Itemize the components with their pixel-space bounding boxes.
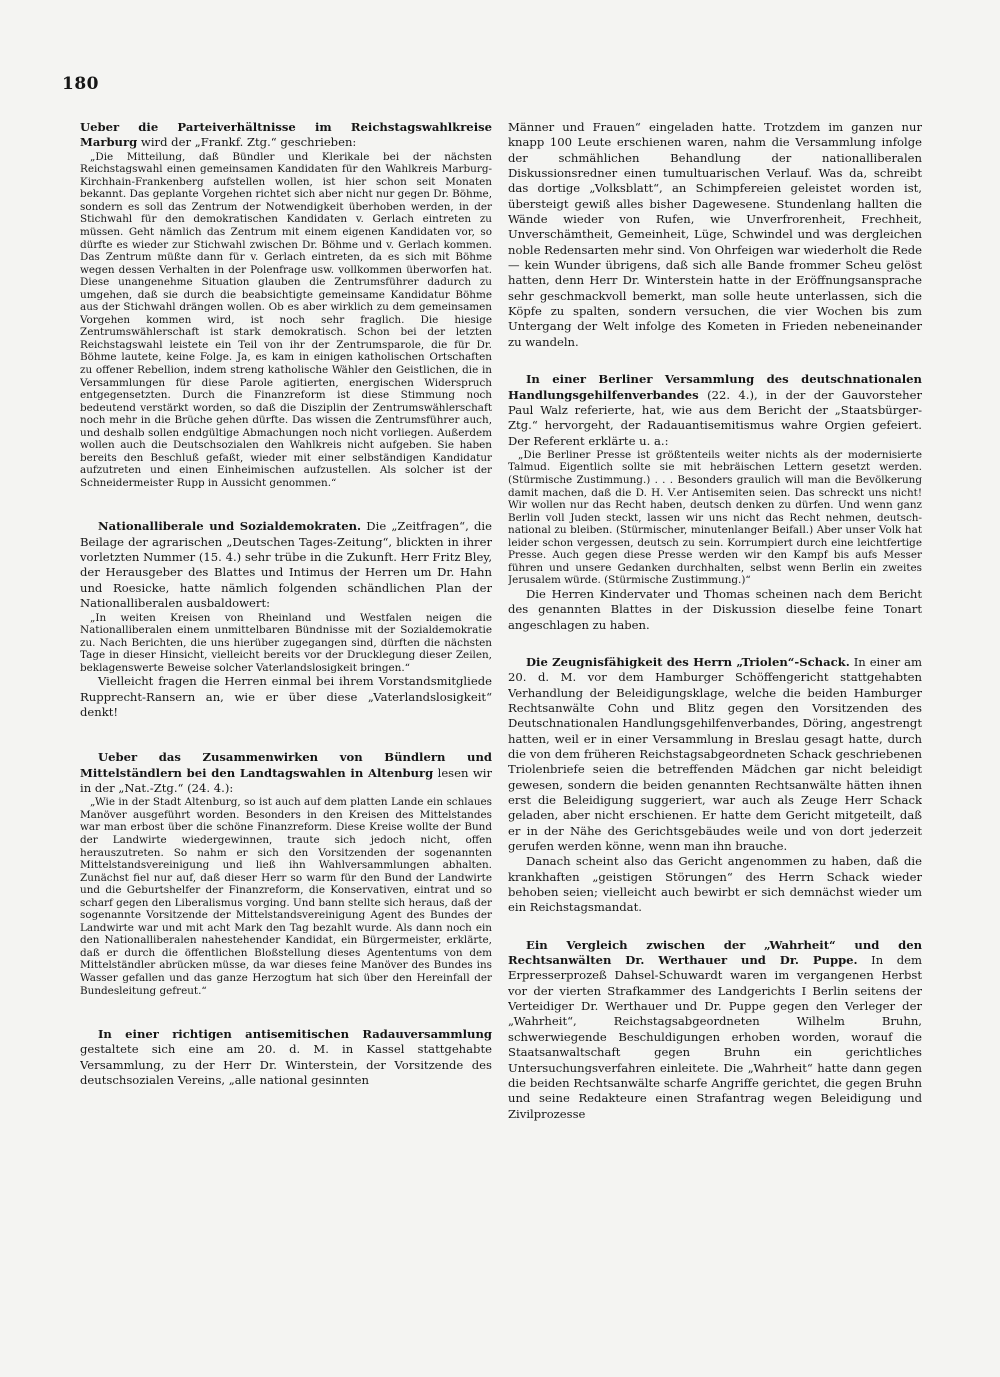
article-radauversammlung — [80, 1027, 492, 1088]
article-zusammenwirken — [80, 750, 492, 796]
article-heading: In einer richtigen antisemitischen Radauversammlung — [98, 1027, 492, 1042]
article-heading: Ueber das Zusammenwirken von Bündlern und Mittelständlern bei den Landtagswahlen in Altenburg — [80, 750, 492, 780]
article-heading: Ein Vergleich zwischen der „Wahrheit“ und den Rechtsanwälten Dr. Werthauer und Dr. Puppe. — [508, 937, 922, 968]
section-gap — [80, 489, 492, 519]
section-gap — [508, 633, 922, 655]
article-quote: „Die Mitteilung, daß Bündler und Klerikale bei der nächsten Reichstagswahl einen gemeinsamen Kandidaten für den Wahlkreis Marburg-Kirchhain-Frankenberg aufstellen wollen, ist hier schon seit Monaten bekannt. Das geplante Vorgehen richtet sich aber nicht nur gegen Dr. Böhme, sondern es soll das Zentrum der Notwendigkeit überhoben werden, in der Stichwahl für den demokratischen Kandidaten v. Gerlach eintreten zu müssen. Geht nämlich das Zentrum mit einem eigenen Kandidaten vor, so dürfte es wieder zur Stichwahl zwischen Dr. Böhme und v. Gerlach kommen. Das Zentrum müßte dann für v. Gerlach eintreten, da es sich mit Böhme wegen dessen Verhalten in der Polenfrage usw. vollkommen überworfen hat. Diese unangenehme Situation glauben die Zentrumsführer dadurch zu umgehen, daß sie durch die beabsichtigte gemeinsame Kandidatur Böhme aus der Stichwahl drängen wollen. Ob es aber wirklich zu dem gemeinsamen Vorgehen kommen wird, ist noch sehr fraglich. Die hiesige Zentrumswählerschaft ist stark demokratisch. Schon bei der letzten Reichstagswahl leistete ein Teil von ihr der Zentrumsparole, die für Dr. Böhme lautete, keine Folge. Ja, es kam in einigen katholischen Ortschaften zu offener Rebellion, indem streng katholische Wähler den Geistlichen, die in Versammlungen für diese Parole agitierten, energischen Widerspruch entgegensetzten. Durch die Finanzreform ist diese Stimmung noch bedeutend verstärkt worden, so daß die Disziplin der Zentrumswählerschaft noch mehr in die Brüche gehen dürfte. Das wissen die Zentrumsführer auch, und deshalb sollen endgültige Abmachungen noch nicht vorliegen. Außerdem wollen auch die Deutschsozialen den Wahlkreis nicht aufgeben. Sie haben bereits den Beschluß gefaßt, wieder mit einer selbständigen Kandidatur aufzutreten und einen Einheimischen aufzustellen. Als solcher ist der Schneidermeister Rupp in Aussicht genommen.“ — [80, 150, 492, 489]
article-heading: Nationalliberale und Sozialdemokraten. — [98, 519, 362, 534]
article-outro: Die Herren Kindervater und Thomas scheinen nach dem Bericht des genannten Blattes in der Diskussion dieselbe feine Tonart angeschlagen zu haben. — [508, 586, 922, 632]
article-nationalliberale — [80, 519, 492, 611]
article-intro: Die „Zeitfragen“, die Beilage der agrarischen „Deutschen Tages-Zeitung“, blickten in ihrer vorletzten Nummer (15. 4.) sehr trübe in die Zukunft. Herr Fritz Bley, der Herausgeber des Blattes und Intimus der Herren um Dr. Hahn und Roesicke, hatte nämlich folgenden schändlichen Plan der Nationalliberalen ausbaldowert: — [80, 519, 492, 611]
article-heading: Die Zeugnisfähigkeit des Herrn „Triolen“-Schack. — [526, 654, 850, 669]
article-outro: Vielleicht fragen die Herren einmal bei ihrem Vorstandsmitgliede Rupprecht-Ransern an, wie er über diese „Vaterlandslosigkeit“ denkt! — [80, 674, 492, 719]
article-continuation: Männer und Frauen“ eingeladen hatte. Trotzdem im ganzen nur knapp 100 Leute erschienen waren, nahm die Versammlung infolge der schmählichen Behandlung der nationalliberalen Diskussionsredner einen tumultuarischen Verlauf. Was da, schreibt das dortige „Volksblatt“, an Schimpfereien geleistet worden ist, übersteigt gewiß alles bisher Dagewesene. Stundenlang hallten die Wände wieder von Rufen, wie Unverfrorenheit, Frechheit, Unverschämtheit, Gemeinheit, Lüge, Schwindel und was dergleichen noble Redensarten mehr sind. Von Ohrfeigen war wiederholt die Rede — kein Wunder übrigens, daß sich alle Bande frommer Scheu gelöst hatten, denn Herr Dr. Winterstein hatte in der Eröffnungsansprache sehr geschmackvoll bemerkt, man solle heute unterlassen, sich die Köpfe zu spalten, sondern versuchen, die vier Wochen bis zum Untergang der Welt infolge des Kometen in Frieden nebeneinander zu wandeln. — [508, 120, 922, 349]
section-gap — [508, 916, 922, 938]
article-quote: „Die Berliner Presse ist größtenteils weiter nichts als der modernisierte Talmud. Eigentlich sollte sie mit hebräischen Lettern gesetzt werden. (Stürmische Zustimmung.) . . . Besonders graulich will man die Bevölkerung damit machen, daß die D. H. V.er Antisemiten seien. Das schreckt uns nicht! Wir wollen nur das Recht haben, deutsch denken zu dürfen. Und wenn ganz Berlin voll Juden steckt, lassen wir uns nicht das Recht nehmen, deutsch-national zu bleiben. (Stürmischer, minutenlanger Beifall.) Aber unser Volk hat leider schon vergessen, deutsch zu sein. Korrumpiert durch eine leichtfertige Presse. Auch gegen diese Presse werden wir den Kampf bis aufs Messer führen und unsere Gedanken durchhalten, selbst wenn Berlin ein zweites Jerusalem würde. (Stürmische Zustimmung.)“ — [508, 448, 922, 587]
article-zeugnisfaehigkeit — [508, 655, 922, 854]
article-intro: In dem Erpresserprozeß Dahsel-Schuwardt waren im vergangenen Herbst vor der vierten Strafkammer des Landgerichts I Berlin seitens der Verteidiger Dr. Werthauer und Dr. Puppe gegen den Verleger der „Wahrheit“, Reichstagsabgeordneten Wilhelm Bruhn, schwerwiegende Beschuldigungen erhoben worden, worauf die Staatsanwaltschaft gegen Bruhn ein gerichtliches Untersuchungsverfahren einleitete. Die „Wahrheit“ hatte dann gegen die beiden Rechtsanwälte scharfe Angriffe gerichtet, die gegen Bruhn und seine Redakteure einen Strafantrag wegen Beleidigung und Zivilprozesse — [508, 953, 922, 1121]
right-column — [508, 120, 922, 1355]
article-parteiverhaeltnisse — [80, 120, 492, 151]
article-intro: (22. 4.), in der der Gauvorsteher Paul Walz referierte, hat, wie aus dem Bericht der „Staatsbürger-Ztg.“ hervorgeht, der Radauantisemitismus wahre Orgien gefeiert. Der Referent erklärte u. a.: — [508, 387, 922, 448]
article-intro: lesen wir in der „Nat.-Ztg.“ (24. 4.): — [80, 765, 492, 795]
page-number: 180 — [62, 74, 99, 94]
article-heading: In einer Berliner Versammlung des deutschnationalen Handlungsgehilfenverbandes — [508, 372, 922, 402]
article-berliner-versammlung — [508, 372, 922, 449]
article-intro: gestaltete sich eine am 20. d. M. in Kassel stattgehabte Versammlung, zu der Herr Dr. Winterstein, der Vorsitzende des deutschsozialen Vereins, „alle national gesinnten — [80, 1042, 492, 1088]
article-outro: Danach scheint also das Gericht angenommen zu haben, daß die krankhaften „geistigen Störungen“ des Herrn Schack wieder behoben seien; vielleicht auch bewirbt er sich demnächst wieder um ein Reichstagsmandat. — [508, 854, 922, 915]
section-gap — [80, 997, 492, 1027]
section-gap — [80, 720, 492, 750]
article-vergleich — [508, 938, 922, 1122]
article-quote: „Wie in der Stadt Altenburg, so ist auch auf dem platten Lande ein schlaues Manöver ausgeführt worden. Besonders in den Kreisen des Mittelstandes war man erbost über die schöne Finanzreform. Diese Kreise wollte der Bund der Landwirte wiedergewinnen, traute sich jedoch nicht, offen herauszutreten. So nahm er sich den Vorsitzenden der sogenannten Mittelstandsvereinigung und ließ ihn Wahlversammlungen abhalten. Zunächst fiel nur auf, daß dieser Herr so warm für den Bund der Landwirte und die Geburtshelfer der Finanzreform, die Konservativen, eintrat und so scharf gegen den Liberalismus vorging. Und bann stellte sich heraus, daß der sogenannte Vorsitzende der Mittelstandsvereinigung Agent des Bundes der Landwirte war und mit acht Mark den Tag bezahlt wurde. Als dann noch ein den Nationalliberalen nahestehender Kandidat, ein Bürgermeister, erklärte, daß er durch die öffentlichen Bloßstellung dieses Agententums von dem Mittelständler abrücken müsse, da war dieses feine Manöver des Bundes ins Wasser gefallen und das ganze Herzogtum hat sich über den Hereinfall der Bundesleitung gefreut.“ — [80, 796, 492, 997]
left-column — [80, 120, 492, 1355]
article-intro: In einer am 20. d. M. vor dem Hamburger Schöffengericht stattgehabten Verhandlung der Beleidigungsklage, welche die beiden Hamburger Rechtsanwälte Cohn und Blitz gegen den Vorsitzenden des Deutschnationalen Handlungsgehilfenverbandes, Döring, angestrengt hatten, weil er in einer Versammlung in Breslau gesagt hatte, durch die von dem früheren Reichstagsabgeordneten Schack geschriebenen Triolenbriefe seien die betreffenden Mädchen gar nicht beleidigt gewesen, sondern die beiden genannten Rechtsanwälte hätten ihnen erst die Beleidigung suggeriert, war auch als Zeuge Herr Schack geladen, aber nicht erschienen. Er hatte dem Gericht mitgeteilt, daß er in der Nähe des Gerichtsgebäudes weile und von dort jederzeit gerufen werden könne, wenn man ihn brauche. — [508, 654, 922, 854]
article-quote: „In weiten Kreisen von Rheinland und Westfalen neigen die Nationalliberalen einem unmittelbaren Bündnisse mit der Sozialdemokratie zu. Nach Berichten, die uns hierüber zugegangen sind, dürften die nächsten Tage in dieser Hinsicht, vielleicht bereits vor der Drucklegung dieser Zeilen, beklagenswerte Beweise solcher Vaterlandslosigkeit bringen.“ — [80, 611, 492, 674]
section-gap — [508, 350, 922, 372]
article-heading: Ueber die Parteiverhältnisse im Reichstagswahlkreise Marburg — [80, 120, 492, 150]
article-intro: wird der „Frankf. Ztg.“ geschrieben: — [137, 135, 357, 150]
